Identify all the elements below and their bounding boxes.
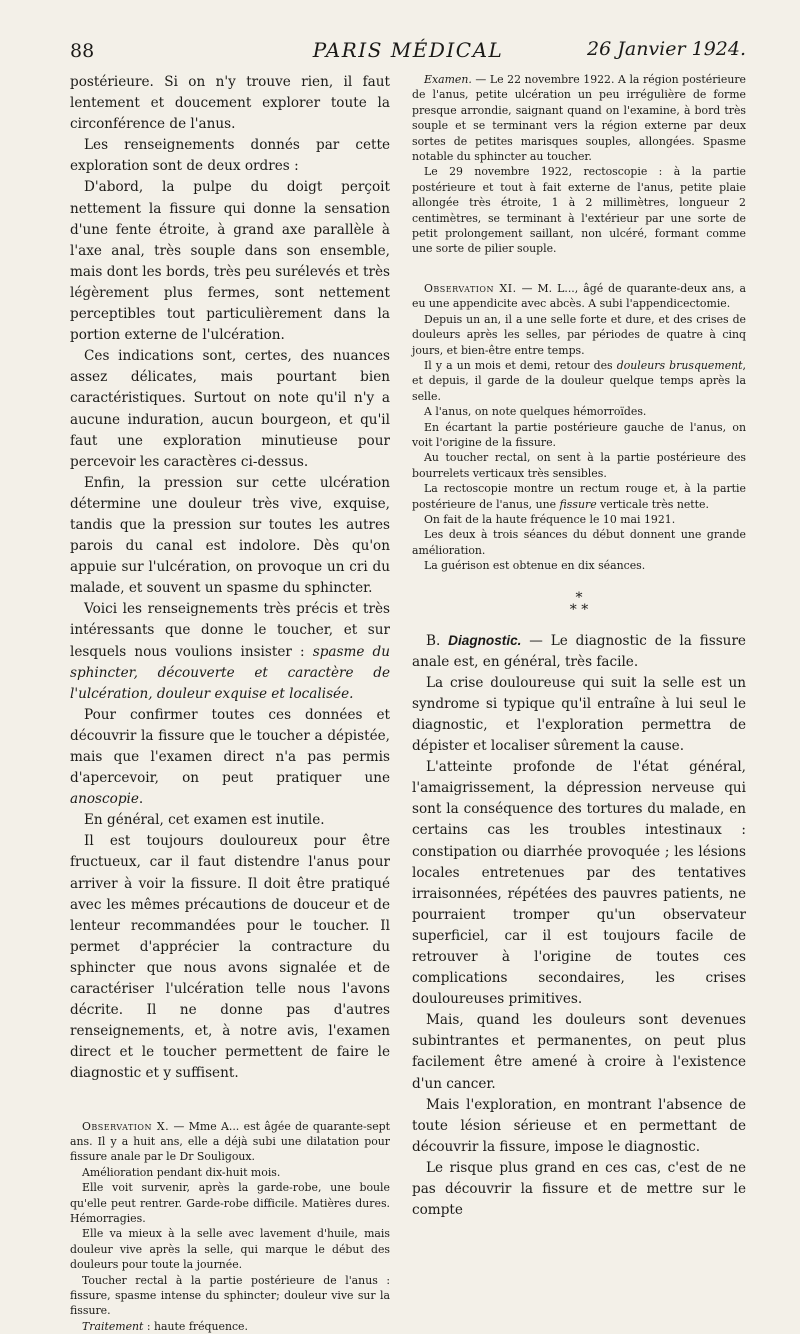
paragraph: Les renseignements donnés par cette exploration sont de deux ordres : (70, 135, 390, 177)
paragraph: Voici les renseignements très précis et très intéressants que donne le toucher, et sur lesquels nous voulions insister : spasme du sphincter, découverte et caractère de l'ulcération, douleur exquise et localisée. (70, 599, 390, 704)
observation-intro: Observation X. — Mme A... est âgée de quarante-sept ans. Il y a huit ans, elle a déjà subi une dilatation pour fissure anale par le Dr Souligoux. (70, 1119, 390, 1165)
observation-line: Toucher rectal à la partie postérieure de l'anus : fissure, spasme intense du sphincter; douleur vive sur la fissure. (70, 1273, 390, 1319)
left-main-text (70, 72, 390, 1085)
section-title: Diagnostic. (448, 633, 521, 648)
exam-label: Examen. (424, 73, 472, 86)
observation-line: Traitement : haute fréquence. (70, 1319, 390, 1334)
observation-line: Il y a un mois et demi, retour des douleurs brusquement, et depuis, il garde de la douleur quelque temps après la selle. (412, 358, 746, 404)
exam-paragraph: Examen. — Le 22 novembre 1922. A la région postérieure de l'anus, petite ulcération un peu irrégulière de forme presque arrondie, saignant quand on l'examine, à bord très souple et se terminant vers la région externe par deux sortes de petites marisques souples, allongées. Spasme notable du sphincter au toucher. (412, 72, 746, 164)
paragraph: Il est toujours douloureux pour être fructueux, car il faut distendre l'anus pour arriver à voir la fissure. Il doit être pratiqué avec les mêmes précautions de douceur et de lenteur recommandées pour le toucher. Il permet d'apprécier la contracture du sphincter que nous avons signalée et de caractériser l'ulcération telle nous l'avons décrite. Il ne donne pas d'autres renseignements, et, à notre avis, l'examen direct et le toucher permettent de faire le diagnostic et y suffisent. (70, 831, 390, 1084)
treatment-label: Traitement (82, 1320, 143, 1333)
emphasis: spasme du sphincter, découverte et caractère de l'ulcération, douleur exquise et localisée. (70, 644, 390, 702)
observation-xi (412, 281, 746, 574)
paragraph: D'abord, la pulpe du doigt perçoit nettement la fissure qui donne la sensation d'une fente étroite, à grand axe parallèle à l'axe anal, très souple dans son ensemble, mais dont les bords, très peu surélevés et très légèrement plus fermes, sont nettement perceptibles tout particulièrement dans la portion externe de l'ulcération. (70, 177, 390, 346)
observation-x-continued (412, 72, 746, 257)
emphasis: fissure (560, 498, 597, 511)
diagnostic-heading-paragraph: B. Diagnostic. — Le diagnostic de la fissure anale est, en général, très facile. (412, 630, 746, 673)
diagnostic-section (412, 630, 746, 1222)
observation-line: On fait de la haute fréquence le 10 mai 1921. (412, 512, 746, 527)
left-column (70, 72, 390, 1102)
issue-date: 26 Janvier 1924. (587, 38, 746, 60)
observation-x (70, 1119, 390, 1334)
observation-line: En écartant la partie postérieure gauche de l'anus, on voit l'origine de la fissure. (412, 420, 746, 451)
paragraph: En général, cet examen est inutile. (70, 810, 390, 831)
paragraph: Enfin, la pression sur cette ulcération détermine une douleur très vive, exquise, tandis que la pression sur toutes les autres parois du canal est indolore. Dès qu'on appuie sur l'ulcération, on provoque un cri du malade, et souvent un spasme du sphincter. (70, 473, 390, 600)
section-separator: * * * (412, 592, 746, 616)
observation-intro: Observation XI. — M. L..., âgé de quarante-deux ans, a eu une appendicite avec abcès. A subi l'appendicectomie. (412, 281, 746, 312)
page-number: 88 (70, 40, 94, 62)
paragraph: Le risque plus grand en ces cas, c'est de ne pas découvrir la fissure et de mettre sur le compte (412, 1158, 746, 1221)
observation-line: Les deux à trois séances du début donnent une grande amélioration. (412, 527, 746, 558)
observation-line: La guérison est obtenue en dix séances. (412, 558, 746, 573)
observation-line: Elle va mieux à la selle avec lavement d'huile, mais douleur vive après la selle, qui marque le début des douleurs pour toute la journée. (70, 1226, 390, 1272)
paragraph: Ces indications sont, certes, des nuances assez délicates, mais pourtant bien caractéristiques. Surtout on note qu'il n'y a aucune induration, aucun bourgeon, et qu'il faut une exploration minutieuse pour percevoir les caractères ci-dessus. (70, 346, 390, 473)
right-column (412, 72, 746, 1112)
paragraph: postérieure. Si on n'y trouve rien, il faut lentement et doucement explorer toute la circonférence de l'anus. (70, 72, 390, 135)
observation-line: La rectoscopie montre un rectum rouge et, à la partie postérieure de l'anus, une fissure verticale très nette. (412, 481, 746, 512)
paragraph: Pour confirmer toutes ces données et découvrir la fissure que le toucher a dépistée, mais que l'examen direct n'a pas permis d'apercevoir, on peut pratiquer une anoscopie. (70, 705, 390, 810)
observation-line: Elle voit survenir, après la garde-robe, une boule qu'elle peut rentrer. Garde-robe difficile. Matières dures. Hémorragies. (70, 1180, 390, 1226)
observation-line: Depuis un an, il a une selle forte et dure, et des crises de douleurs après les selles, par périodes de quatre à cinq jours, et bien-être entre temps. (412, 312, 746, 358)
paragraph: Mais l'exploration, en montrant l'absence de toute lésion sérieuse et en permettant de découvrir la fissure, impose le diagnostic. (412, 1095, 746, 1158)
observation-heading: Observation X. (82, 1120, 169, 1133)
journal-title: PARIS MÉDICAL (70, 38, 746, 62)
paragraph: La crise douloureuse qui suit la selle est un syndrome si typique qu'il entraîne à lui seul le diagnostic, et l'exploration permettra de dépister et localiser sûrement la cause. (412, 673, 746, 757)
emphasis: douleurs brusquement (617, 359, 743, 372)
observation-heading: Observation XI. (424, 282, 517, 295)
emphasis: anoscopie (70, 791, 139, 807)
page-header (70, 36, 746, 68)
observation-line: A l'anus, on note quelques hémorroïdes. (412, 404, 746, 419)
paragraph: L'atteinte profonde de l'état général, l'amaigrissement, la dépression nerveuse qui sont la conséquence des tortures du malade, en certains cas les troubles intestinaux : constipation ou diarrhée provoquée ; les lésions locales entretenues par des tentatives irraisonnées, répétées des pauvres patients, ne pourraient tromper qu'un observateur superficiel, car il est toujours facile de retrouver à l'origine de toutes ces complications secondaires, les crises douloureuses primitives. (412, 757, 746, 1010)
observation-line: Amélioration pendant dix-huit mois. (70, 1165, 390, 1180)
paragraph: Mais, quand les douleurs sont devenues subintrantes et permanentes, on peut plus facilement être amené à croire à l'existence d'un cancer. (412, 1010, 746, 1094)
rectoscopy-paragraph: Le 29 novembre 1922, rectoscopie : à la partie postérieure et tout à fait externe de l'anus, petite plaie allongée très étroite, 1 à 2 millimètres, longueur 2 centimètres, se terminant à l'extérieur par une sorte de petit prolongement saillant, non ulcéré, formant comme une sorte de pilier souple. (412, 164, 746, 256)
observation-line: Au toucher rectal, on sent à la partie postérieure des bourrelets verticaux très sensibles. (412, 450, 746, 481)
